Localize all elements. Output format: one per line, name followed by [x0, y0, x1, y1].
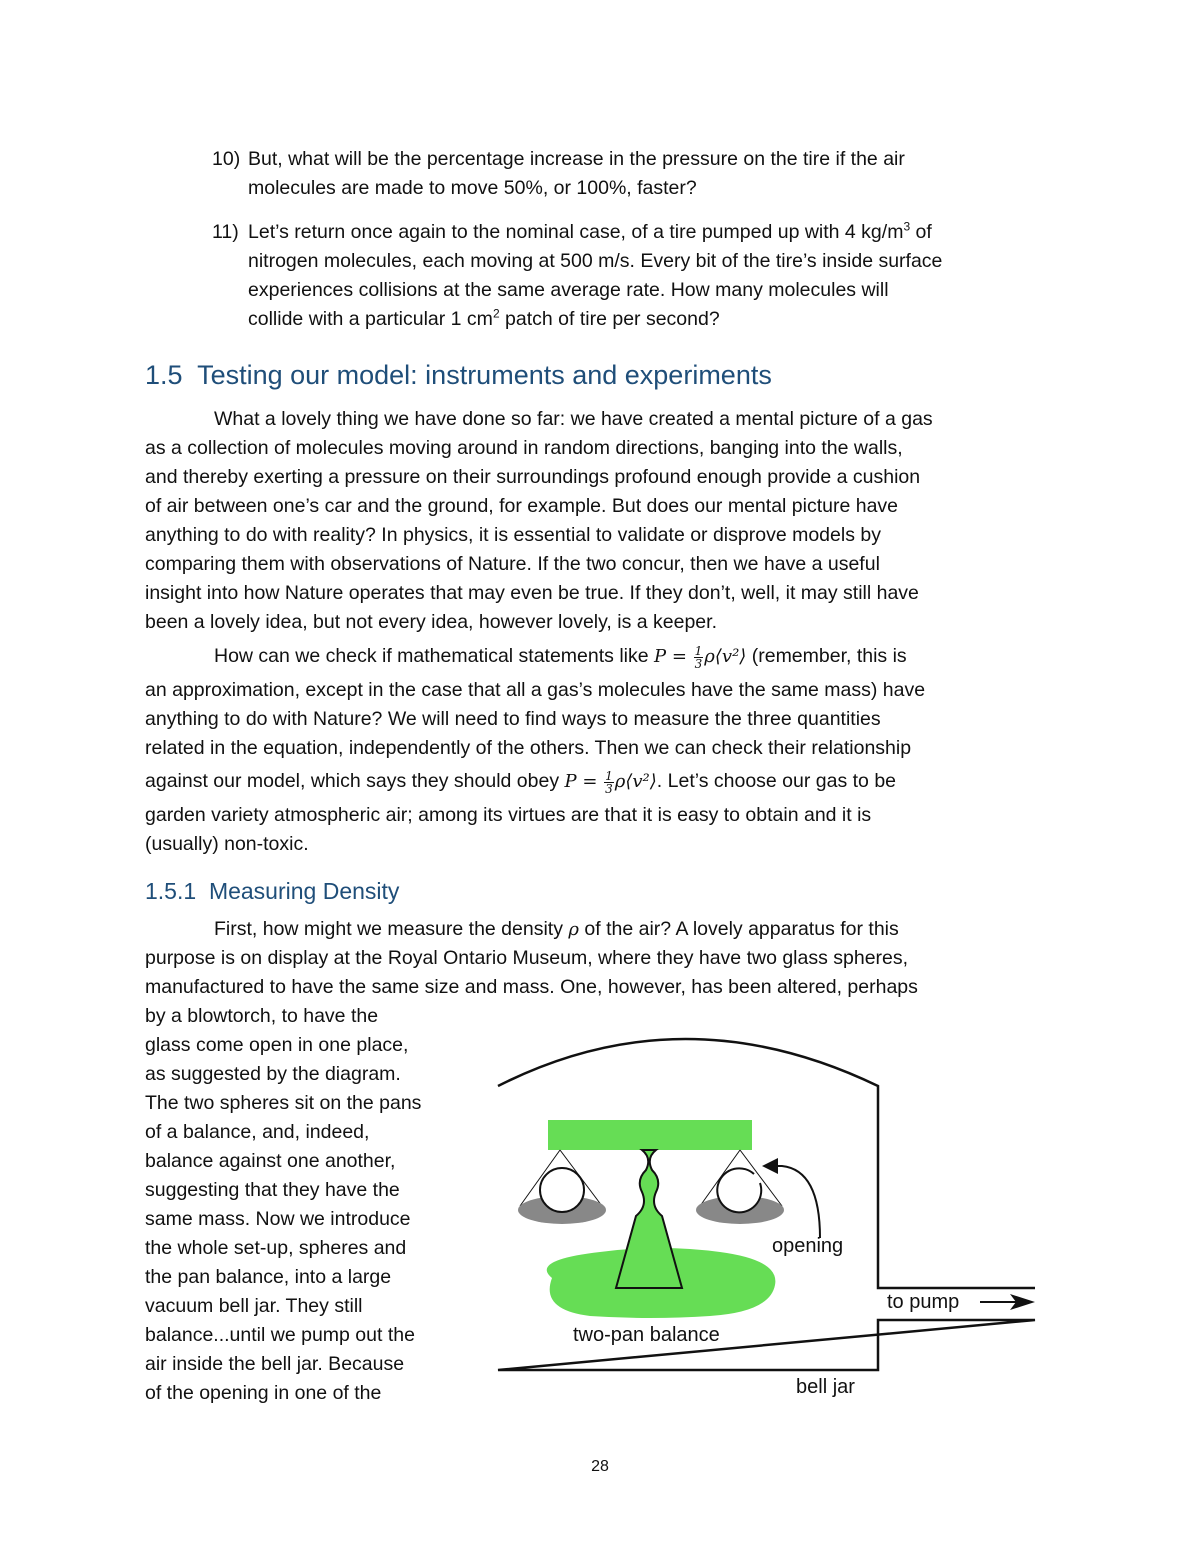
question-10-line: But, what will be the percentage increase in the pressure on the tire if the air: [248, 148, 905, 170]
bell-jar-diagram: [490, 1020, 1050, 1410]
eq-frac-den: 3: [694, 656, 703, 671]
question-10-line: molecules are made to move 50%, or 100%, faster?: [248, 177, 697, 199]
label-opening: opening: [772, 1235, 844, 1257]
balance-beam: [548, 1120, 752, 1150]
paragraph-line: comparing them with observations of Nature. If the two concur, then we have a useful: [145, 553, 880, 575]
equation-inline: [654, 643, 747, 671]
p3-text: First, how might we measure the density: [214, 918, 569, 940]
paragraph-line: balance...until we pump out the: [145, 1324, 415, 1346]
question-11-line: [248, 218, 932, 247]
eq-frac-den: 3: [605, 781, 613, 796]
section-title: Testing our model: instruments and experiments: [197, 360, 772, 390]
eq-fraction: [694, 645, 704, 670]
rho-symbol: ρ: [568, 919, 579, 940]
paragraph-line: anything to do with reality? In physics, it is essential to validate or disprove models by: [145, 524, 881, 546]
paragraph-line: the whole set-up, spheres and: [145, 1237, 407, 1259]
eq-rhs: ρ⟨v²⟩: [614, 771, 657, 792]
subsection-number: 1.5.1: [145, 878, 197, 904]
paragraph-line: anything to do with Nature? We will need to find ways to measure the three quantities: [145, 708, 881, 730]
q11-text: patch of tire per second?: [499, 308, 720, 330]
paragraph-line: same mass. Now we introduce: [145, 1208, 411, 1230]
section-number: 1.5: [145, 360, 183, 390]
p2-text: . Let’s choose our gas to be: [656, 770, 897, 792]
section-heading: [145, 358, 772, 392]
label-bell-jar: bell jar: [796, 1376, 855, 1398]
right-sphere-open: [717, 1168, 761, 1212]
paragraph-line: [145, 767, 896, 796]
paragraph-line: garden variety atmospheric air; among its virtues are that it is easy to obtain and it is: [145, 804, 872, 826]
eq-lhs: P =: [654, 646, 693, 667]
eq-rhs: ρ⟨v²⟩: [704, 646, 747, 667]
opening-arrowhead: [762, 1158, 778, 1174]
paragraph-line: insight into how Nature operates that may even be true. If they don’t, well, it may still have: [145, 582, 919, 604]
label-two-pan-balance: two-pan balance: [573, 1324, 720, 1346]
paragraph-line: The two spheres sit on the pans: [145, 1092, 422, 1114]
question-11-line: experiences collisions at the same average rate. How many molecules will: [248, 279, 889, 301]
p3-text: of the air? A lovely apparatus for this: [578, 918, 899, 940]
paragraph-line: an approximation, except in the case that all a gas’s molecules have the same mass) have: [145, 679, 926, 701]
paragraph-line: [214, 915, 899, 944]
paragraph-line: been a lovely idea, but not every idea, however lovely, is a keeper.: [145, 611, 717, 633]
paragraph-line: air inside the bell jar. Because: [145, 1353, 405, 1375]
p2-text: against our model, which says they should obey: [145, 770, 565, 792]
paragraph-line: purpose is on display at the Royal Ontario Museum, where they have two glass spheres,: [145, 947, 909, 969]
paragraph-line: the pan balance, into a large: [145, 1266, 392, 1288]
question-10-number: 10): [212, 148, 241, 170]
p2-text: (remember, this is: [746, 645, 907, 667]
question-11-line: [248, 305, 720, 334]
question-11-number: 11): [212, 221, 239, 243]
q11-text: collide with a particular 1 cm: [248, 308, 493, 330]
q11-sup: 2: [492, 306, 500, 321]
left-sphere: [540, 1168, 584, 1212]
eq-lhs: P =: [564, 771, 604, 792]
paragraph-line: vacuum bell jar. They still: [145, 1295, 363, 1317]
paragraph-line: (usually) non-toxic.: [145, 833, 309, 855]
paragraph-line: as a collection of molecules moving around in random directions, banging into the walls,: [145, 437, 903, 459]
paragraph-line: What a lovely thing we have done so far: we have created a mental picture of a gas: [214, 408, 933, 430]
paragraph-line: as suggested by the diagram.: [145, 1063, 401, 1085]
paragraph-line: [214, 642, 907, 671]
paragraph-line: of air between one’s car and the ground, for example. But does our mental picture have: [145, 495, 899, 517]
q11-text: Let’s return once again to the nominal case, of a tire pumped up with 4 kg/m: [248, 221, 904, 243]
paragraph-line: suggesting that they have the: [145, 1179, 400, 1201]
eq-fraction: [604, 770, 614, 795]
q11-text: of: [910, 221, 932, 243]
paragraph-line: glass come open in one place,: [145, 1034, 409, 1056]
subsection-title: Measuring Density: [208, 878, 400, 904]
page-number: 28: [591, 1458, 609, 1475]
paragraph-line: of the opening in one of the: [145, 1382, 382, 1404]
paragraph-line: related in the equation, independently of the others. Then we can check their relationship: [145, 737, 912, 759]
label-to-pump: to pump: [887, 1291, 960, 1313]
question-11-line: nitrogen molecules, each moving at 500 m/s. Every bit of the tire’s inside surface: [248, 250, 943, 272]
subsection-heading: [145, 876, 399, 906]
balance-pillar: [616, 1150, 682, 1288]
eq-frac-num: 1: [694, 643, 703, 658]
paragraph-line: by a blowtorch, to have the: [145, 1005, 379, 1027]
paragraph-line: and thereby exerting a pressure on their surroundings profound enough provide a cushion: [145, 466, 921, 488]
paragraph-line: manufactured to have the same size and mass. One, however, has been altered, perhaps: [145, 976, 918, 998]
p2-text: How can we check if mathematical statements like: [214, 645, 655, 667]
equation-inline: [564, 768, 657, 796]
paragraph-line: of a balance, and, indeed,: [145, 1121, 370, 1143]
paragraph-line: balance against one another,: [145, 1150, 396, 1172]
q11-sup: 3: [903, 219, 911, 234]
eq-frac-num: 1: [605, 768, 613, 783]
